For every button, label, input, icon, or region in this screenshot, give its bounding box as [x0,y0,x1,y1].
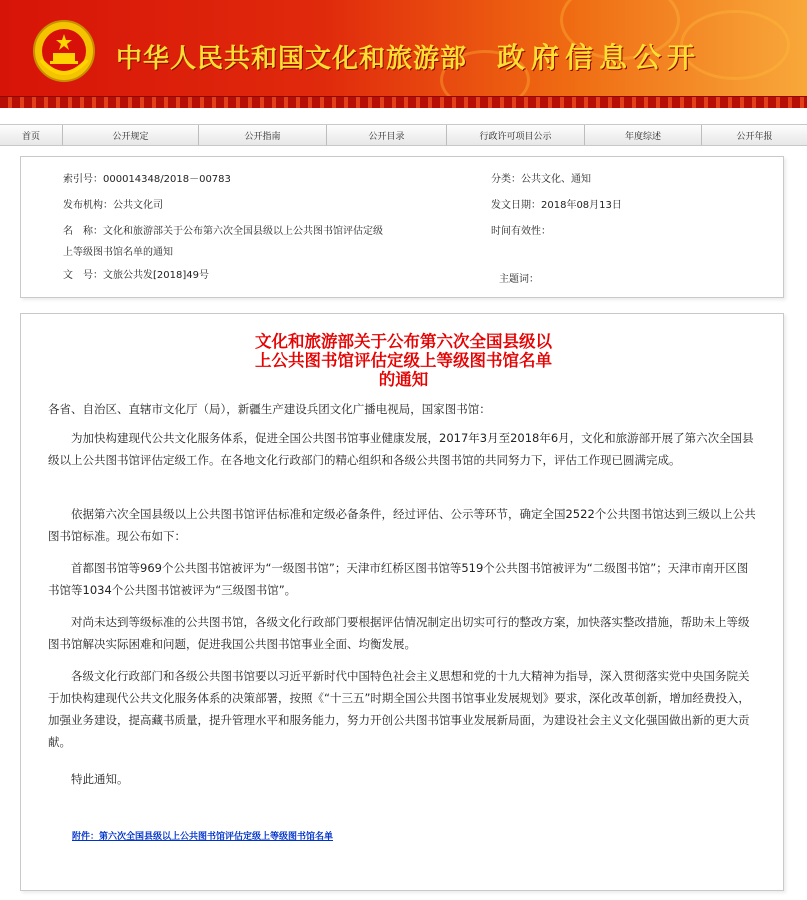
publisher-row: 发布机构：公共文化司 [63,200,163,211]
closing: 特此通知。 [71,772,129,786]
index-row: 索引号：000014348/2018－00783 [63,174,231,185]
document-name-line1: 文化和旅游部关于公布第六次全国县级以上公共图书馆评估定级 [103,226,383,237]
paragraph-2: 依据第六次全国县级以上公共图书馆评估标准和定级必备条件，经过评估、公示等环节，确定全国2522个公共图书馆达到三级以上公共图书馆标准。现公布如下： [48,507,756,543]
nav-item-licensing[interactable]: 行政许可项目公示 [447,125,585,145]
nav-item-annual-summary[interactable]: 年度综述 [585,125,702,145]
site-title: 中华人民共和国文化和旅游部 [116,44,468,74]
validity-row: 时间有效性： [491,226,551,237]
index-number: 000014348/2018－00783 [103,174,231,185]
name-row-continued [63,242,173,263]
paragraph-4: 对尚未达到等级标准的公共图书馆，各级文化行政部门要根据评估情况制定出切实可行的整改方案，加快落实整改措施，帮助未上等级图书馆解决实际困难和问题，促进我国公共图书馆事业全面、均衡发展。 [48,615,750,651]
national-emblem-icon [33,20,95,82]
paragraph-5: 各级文化行政部门和各级公共图书馆要以习近平新时代中国特色社会主义思想和党的十九大精神为指导，深入贯彻落实党中央国务院关于加快构建现代公共文化服务体系的决策部署，按照《“十三五”时期全国公共图书馆事业发展规划》要求，深化改革创新，增加经费投入，加强业务建设，提高藏书质量，提升管理水平和服务能力，努力开创公共图书馆事业发展新局面，为建设社会主义文化强国做出新的更大贡献。 [48,669,750,749]
salutation: 各省、自治区、直辖市文化厅（局），新疆生产建设兵团文化广播电视局，国家图书馆： [48,402,491,416]
paragraph-3: 首都图书馆等969个公共图书馆被评为“一级图书馆”；天津市红桥区图书馆等519个公共图书馆被评为“二级图书馆”；天津市南开区图书馆等1034个公共图书馆被评为“三级图书馆”。 [48,561,749,597]
nav-item-annual-report[interactable]: 公开年报 [736,131,773,142]
keywords-row: 主题词： [499,274,539,285]
docno-row: 文 号：文旅公共发[2018]49号 [63,270,209,281]
document-title: 文化和旅游部关于公布第六次全国县级以 上公共图书馆评估定级上等级图书馆名单 的通知 [255,332,552,389]
main-nav [0,124,807,146]
document-number: 文旅公共发[2018]49号 [103,270,209,281]
issue-date: 2018年08月13日 [541,200,622,211]
decorative-border [0,96,807,108]
attachment-link[interactable]: 附件：第六次全国县级以上公共图书馆评估定级上等级图书馆名单 [72,832,334,842]
header-banner [0,0,807,108]
document-metadata [20,156,784,298]
paragraph-1: 为加快构建现代公共文化服务体系，促进全国公共图书馆事业健康发展，2017年3月至2018年6月，文化和旅游部开展了第六次全国县级以上公共图书馆评估定级工作。在各地文化行政部门的精心组织和各级公共图书馆的共同努力下，评估工作现已圆满完成。 [48,431,754,467]
publisher-value: 公共文化司 [113,200,163,211]
site-subtitle: 政府信息公开 [497,41,702,74]
document-name-line2: 上等级图书馆名单的通知 [63,247,173,258]
name-row: 名 称：文化和旅游部关于公布第六次全国县级以上公共图书馆评估定级 [63,226,383,237]
category-value: 公共文化、通知 [521,174,591,185]
nav-item-catalog[interactable]: 公开目录 [327,125,447,145]
category-row: 分类：公共文化、通知 [491,174,591,185]
date-row: 发文日期：2018年08月13日 [491,200,622,211]
nav-item-guide[interactable]: 公开指南 [199,125,327,145]
nav-item-home[interactable]: 首页 [0,125,63,145]
nav-item-regulations[interactable]: 公开规定 [63,125,199,145]
